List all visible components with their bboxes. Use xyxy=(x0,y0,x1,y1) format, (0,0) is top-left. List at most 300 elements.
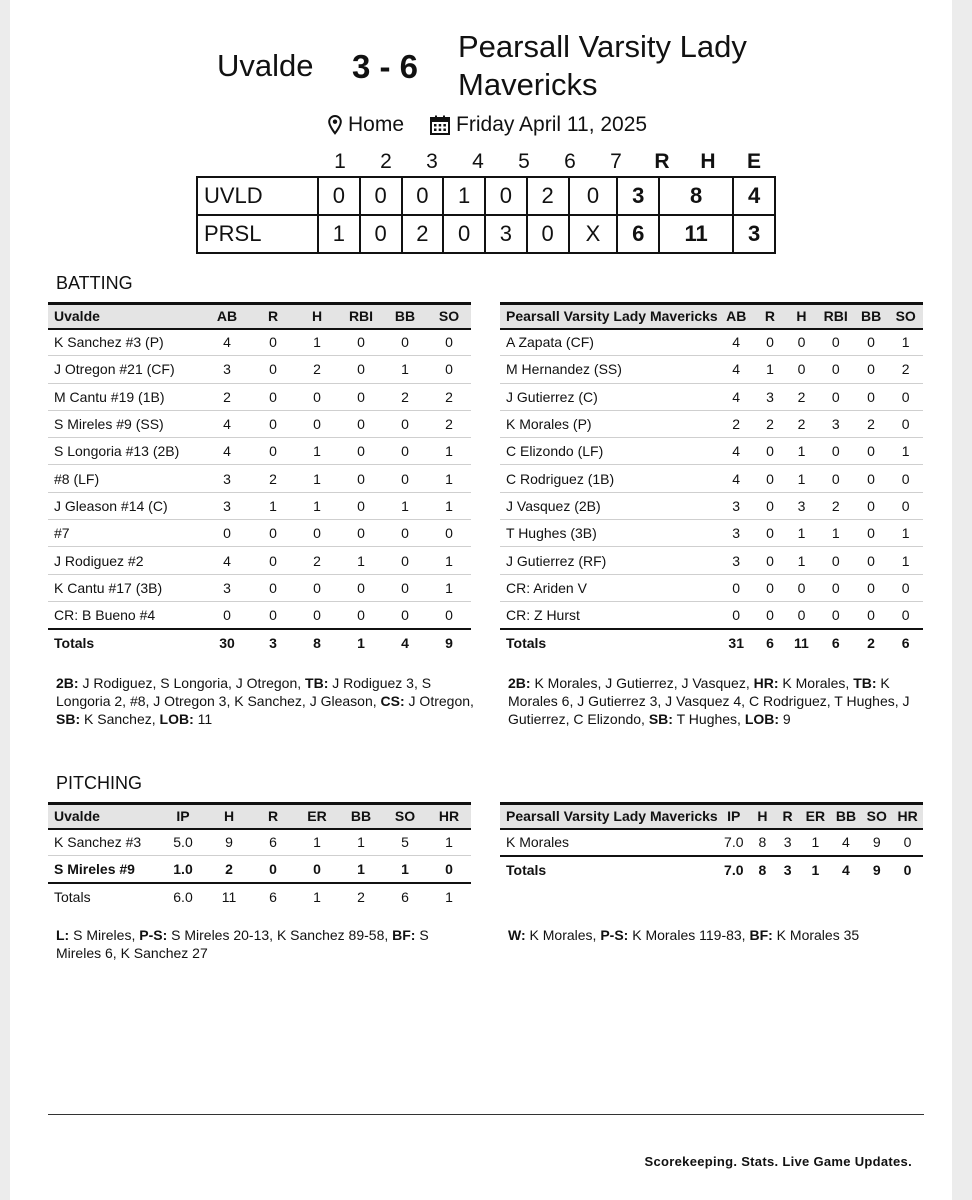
stat-cell: 2 xyxy=(785,383,817,410)
game-location: Home xyxy=(348,113,405,136)
inning-4-header: 4 xyxy=(472,150,484,173)
note-value: 11 xyxy=(193,711,213,727)
totals-cell: 2 xyxy=(357,889,365,906)
note-value: K Morales, J Gutierrez, J Vasquez, xyxy=(530,675,754,691)
stat-cell: 0 xyxy=(339,438,383,465)
note-key: CS: xyxy=(380,693,405,709)
totals-label: Totals xyxy=(54,889,91,906)
stat-cell: 0 xyxy=(888,410,923,437)
note-key: TB: xyxy=(305,675,329,691)
pitching-notes-home xyxy=(508,926,938,944)
stat-cell: 0 xyxy=(888,574,923,601)
inning-1-header: 1 xyxy=(334,150,346,173)
table-row xyxy=(500,438,923,465)
inning-score: 0 xyxy=(318,177,360,215)
stat-cell: 1 xyxy=(295,329,339,356)
hits-total: 11 xyxy=(659,215,733,253)
totals-cell: 9 xyxy=(861,856,892,883)
stat-cell: 1 xyxy=(339,856,383,883)
table-row xyxy=(48,329,471,356)
hits-total: 8 xyxy=(659,177,733,215)
pitching-table-home xyxy=(500,802,923,883)
note-value: K Morales, xyxy=(778,675,854,691)
footer-divider xyxy=(48,1114,924,1115)
note-value: K Morales 119-83, xyxy=(628,927,750,943)
stat-cell: 0 xyxy=(755,574,786,601)
note-value: K Sanchez, xyxy=(80,711,160,727)
note-key: LOB: xyxy=(744,711,780,727)
table-row xyxy=(500,601,923,628)
team-column-header: Pearsall Varsity Lady Mavericks xyxy=(500,304,718,329)
note-value: S Mireles 6, K Sanchez 27 xyxy=(56,927,429,961)
stat-cell: 0 xyxy=(339,492,383,519)
stat-cell: 0 xyxy=(888,465,923,492)
note-key: LOB: xyxy=(159,711,194,727)
stat-cell: 0 xyxy=(718,601,755,628)
table-header-row xyxy=(500,804,923,829)
inning-7-header: 7 xyxy=(610,150,622,173)
stat-cell: 1 xyxy=(755,356,786,383)
inning-score: 0 xyxy=(569,177,618,215)
totals-cell: 30 xyxy=(203,629,251,656)
stat-cell: 0 xyxy=(339,601,383,628)
runs-total: 3 xyxy=(617,177,659,215)
stat-cell: 1 xyxy=(427,492,471,519)
stat-cell: 0 xyxy=(854,383,889,410)
stat-cell: 3 xyxy=(755,383,786,410)
stat-cell: 0 xyxy=(383,438,427,465)
stat-cell: 3 xyxy=(818,410,854,437)
player-name: S Longoria #13 (2B) xyxy=(48,438,203,465)
player-name: M Cantu #19 (1B) xyxy=(48,383,203,410)
player-name: C Elizondo (LF) xyxy=(500,438,718,465)
stat-cell: 8 xyxy=(750,829,775,856)
pitching-section-title: PITCHING xyxy=(56,773,143,793)
note-key: W: xyxy=(508,927,526,943)
stat-column-header: RBI xyxy=(818,304,854,329)
player-name: A Zapata (CF) xyxy=(500,329,718,356)
stat-cell: 0 xyxy=(383,329,427,356)
stat-cell: 1 xyxy=(427,574,471,601)
table-row xyxy=(48,465,471,492)
totals-cell: 6 xyxy=(888,629,923,656)
stat-cell: 4 xyxy=(718,465,755,492)
stat-cell: 0 xyxy=(295,601,339,628)
team-column-header: Pearsall Varsity Lady Mavericks xyxy=(500,804,718,829)
batting-table-away xyxy=(48,302,471,656)
stat-cell: 3 xyxy=(785,492,817,519)
hits-header: H xyxy=(700,150,716,173)
player-name: K Cantu #17 (3B) xyxy=(48,574,203,601)
stat-cell: 0 xyxy=(383,601,427,628)
errors-total: 4 xyxy=(733,177,775,215)
stat-cell: 0 xyxy=(427,329,471,356)
note-value: S Mireles 20-13, K Sanchez 89-58, xyxy=(167,927,393,943)
stat-cell: 0 xyxy=(427,356,471,383)
stat-cell: 1 xyxy=(427,465,471,492)
stat-cell: 0 xyxy=(339,520,383,547)
stat-column-header: R xyxy=(251,304,295,329)
stat-cell: 0 xyxy=(295,520,339,547)
stat-cell: 1 xyxy=(295,829,339,856)
stat-cell: 0 xyxy=(755,329,786,356)
batting-table-home xyxy=(500,302,923,656)
totals-cell: 6 xyxy=(269,889,277,906)
totals-row xyxy=(48,629,471,656)
stat-cell: 0 xyxy=(383,574,427,601)
stat-cell: 5 xyxy=(383,829,427,856)
table-header-row xyxy=(48,804,471,829)
inning-score: 1 xyxy=(443,177,485,215)
stat-cell: 0 xyxy=(755,520,786,547)
stat-cell: 0 xyxy=(755,492,786,519)
stat-cell: 9 xyxy=(861,829,892,856)
stat-cell: 0 xyxy=(251,520,295,547)
totals-cell: 1 xyxy=(800,856,830,883)
inning-score: 0 xyxy=(360,215,402,253)
stat-cell: 0 xyxy=(427,601,471,628)
totals-cell: 9 xyxy=(427,629,471,656)
table-row xyxy=(48,574,471,601)
stat-cell: 6 xyxy=(251,829,295,856)
errors-header: E xyxy=(746,150,761,173)
stat-column-header: H xyxy=(207,804,251,829)
stat-cell: 0 xyxy=(818,574,854,601)
stat-cell: 0 xyxy=(755,465,786,492)
stat-cell: 3 xyxy=(718,492,755,519)
table-row xyxy=(500,329,923,356)
table-row xyxy=(500,383,923,410)
totals-cell: 8 xyxy=(295,629,339,656)
stat-column-header: BB xyxy=(854,304,889,329)
stat-cell: 0 xyxy=(295,383,339,410)
table-row xyxy=(48,383,471,410)
stat-cell: 4 xyxy=(831,829,862,856)
totals-cell: 6.0 xyxy=(173,889,193,906)
stat-cell: 0 xyxy=(818,438,854,465)
stat-cell: 0 xyxy=(251,410,295,437)
stat-cell: 1 xyxy=(295,438,339,465)
stat-cell: 1 xyxy=(383,492,427,519)
table-row xyxy=(500,574,923,601)
note-value: K Morales, xyxy=(525,927,601,943)
inning-score: 3 xyxy=(485,215,527,253)
stat-cell: 0 xyxy=(785,329,817,356)
table-row xyxy=(48,520,471,547)
stat-cell: 0 xyxy=(718,574,755,601)
stat-column-header: SO xyxy=(861,804,892,829)
boxscore-page xyxy=(10,0,952,1200)
player-name: #8 (LF) xyxy=(48,465,203,492)
stat-cell: 1 xyxy=(800,829,830,856)
stat-cell: 0 xyxy=(383,465,427,492)
table-row xyxy=(48,492,471,519)
stat-cell: 1 xyxy=(339,829,383,856)
stat-cell: 0 xyxy=(251,574,295,601)
batting-section-title: BATTING xyxy=(56,273,133,293)
stat-column-header: H xyxy=(295,304,339,329)
stat-cell: 0 xyxy=(339,329,383,356)
stat-cell: 3 xyxy=(203,492,251,519)
stat-cell: 2 xyxy=(755,410,786,437)
stat-column-header: HR xyxy=(892,804,923,829)
table-header-row xyxy=(500,304,923,329)
player-name: M Hernandez (SS) xyxy=(500,356,718,383)
stat-cell: 0 xyxy=(818,329,854,356)
player-name: C Rodriguez (1B) xyxy=(500,465,718,492)
stat-cell: 4 xyxy=(718,329,755,356)
inning-3-header: 3 xyxy=(426,150,438,173)
table-row xyxy=(500,829,923,856)
stat-cell: 0 xyxy=(854,329,889,356)
stat-column-header: BB xyxy=(339,804,383,829)
inning-score: 0 xyxy=(527,215,569,253)
stat-cell: 1 xyxy=(383,356,427,383)
linescore-table xyxy=(196,176,776,254)
stat-cell: 4 xyxy=(718,356,755,383)
stat-column-header: AB xyxy=(718,304,755,329)
stat-column-header: BB xyxy=(831,804,862,829)
table-row xyxy=(48,856,471,883)
table-row xyxy=(500,492,923,519)
stat-cell: 1 xyxy=(888,329,923,356)
stat-cell: 0 xyxy=(251,356,295,383)
stat-cell: 0 xyxy=(755,547,786,574)
player-name: CR: Z Hurst xyxy=(500,601,718,628)
player-name: T Hughes (3B) xyxy=(500,520,718,547)
totals-row xyxy=(500,629,923,656)
home-team-name: Pearsall Varsity Lady Mavericks xyxy=(458,29,747,102)
totals-cell: 4 xyxy=(383,629,427,656)
pitching-notes-away xyxy=(56,926,476,962)
stat-cell: 0 xyxy=(854,520,889,547)
stat-cell: 1 xyxy=(427,438,471,465)
stat-cell: 0 xyxy=(339,465,383,492)
totals-label: Totals xyxy=(500,629,718,656)
stat-cell: 0 xyxy=(888,601,923,628)
stat-cell: 1 xyxy=(295,492,339,519)
stat-cell: 0 xyxy=(383,410,427,437)
stat-cell: 1 xyxy=(427,829,471,856)
stat-cell: 9 xyxy=(207,829,251,856)
note-value: J Rodiguez 3, S Longoria 2, #8, J Otregon 3, K Sanchez, J Gleason, xyxy=(56,675,432,709)
totals-cell: 4 xyxy=(831,856,862,883)
player-name: S Mireles #9 (SS) xyxy=(48,410,203,437)
stat-column-header: AB xyxy=(203,304,251,329)
table-row xyxy=(48,438,471,465)
stat-cell: 0 xyxy=(888,383,923,410)
stat-cell: 0 xyxy=(383,520,427,547)
stat-cell: 0 xyxy=(251,383,295,410)
stat-cell: 0 xyxy=(427,520,471,547)
player-name: J Gutierrez (C) xyxy=(500,383,718,410)
totals-cell: 31 xyxy=(718,629,755,656)
game-date: Friday April 11, 2025 xyxy=(456,113,648,136)
note-key: P-S: xyxy=(139,927,168,943)
stat-cell: 1 xyxy=(888,520,923,547)
totals-cell: 3 xyxy=(251,629,295,656)
stat-cell: 0 xyxy=(854,492,889,519)
table-row xyxy=(48,601,471,628)
stat-cell: 0 xyxy=(818,465,854,492)
stat-cell: 0 xyxy=(785,574,817,601)
note-value: T Hughes, xyxy=(672,711,745,727)
stat-cell: 3 xyxy=(718,520,755,547)
table-row xyxy=(48,829,471,856)
stat-cell: 1 xyxy=(785,520,817,547)
totals-row xyxy=(500,856,923,883)
note-key: SB: xyxy=(648,711,673,727)
player-name: J Otregon #21 (CF) xyxy=(48,356,203,383)
table-row xyxy=(500,520,923,547)
stat-cell: 5.0 xyxy=(159,829,207,856)
stat-cell: 3 xyxy=(775,829,800,856)
stat-cell: 0 xyxy=(818,356,854,383)
totals-cell: 11 xyxy=(221,889,237,906)
totals-cell: 7.0 xyxy=(718,856,750,883)
stat-cell: 0 xyxy=(203,520,251,547)
stat-cell: 0 xyxy=(339,356,383,383)
batting-notes-away xyxy=(56,674,476,728)
stat-cell: 0 xyxy=(755,601,786,628)
calendar-icon xyxy=(430,115,450,135)
stat-cell: 3 xyxy=(203,574,251,601)
totals-cell: 3 xyxy=(775,856,800,883)
note-value: J Otregon, xyxy=(404,693,474,709)
stat-cell: 0 xyxy=(755,438,786,465)
stat-cell: 2 xyxy=(427,383,471,410)
stat-cell: 4 xyxy=(203,438,251,465)
table-row xyxy=(500,547,923,574)
stat-cell: 1 xyxy=(383,856,427,883)
stat-cell: 0 xyxy=(339,383,383,410)
table-row xyxy=(48,547,471,574)
stat-cell: 0 xyxy=(251,438,295,465)
stat-cell: 1 xyxy=(785,547,817,574)
stat-cell: 1 xyxy=(888,438,923,465)
stat-cell: 4 xyxy=(718,383,755,410)
stat-cell: 0 xyxy=(854,601,889,628)
stat-cell: 0 xyxy=(427,856,471,883)
pitching-table-away xyxy=(48,802,471,910)
player-name: J Vasquez (2B) xyxy=(500,492,718,519)
stat-cell: 2 xyxy=(203,383,251,410)
inning-6-header: 6 xyxy=(564,150,576,173)
batting-notes-home xyxy=(508,674,928,728)
note-value: 9 xyxy=(779,711,791,727)
stat-column-header: H xyxy=(785,304,817,329)
stat-cell: 0 xyxy=(854,574,889,601)
runs-header: R xyxy=(654,150,670,173)
stat-cell: 3 xyxy=(718,547,755,574)
totals-cell: 1 xyxy=(339,629,383,656)
stat-cell: 0 xyxy=(295,574,339,601)
note-value: K Morales 6, J Gutierrez 3, J Vasquez 4, C Rodriguez, T Hughes, J Gutierrez, C Elizondo, xyxy=(508,675,910,727)
stat-cell: 2 xyxy=(818,492,854,519)
player-name: J Rodiguez #2 xyxy=(48,547,203,574)
stat-column-header: R xyxy=(251,804,295,829)
table-row xyxy=(48,410,471,437)
totals-cell: 6 xyxy=(401,889,409,906)
stat-cell: 2 xyxy=(785,410,817,437)
stat-cell: 4 xyxy=(203,547,251,574)
errors-total: 3 xyxy=(733,215,775,253)
table-row xyxy=(500,465,923,492)
stat-cell: 4 xyxy=(718,438,755,465)
stat-cell: 0 xyxy=(203,601,251,628)
totals-cell: 1 xyxy=(313,889,321,906)
stat-column-header: IP xyxy=(718,804,750,829)
note-value: K Morales 35 xyxy=(772,927,860,943)
stat-column-header: R xyxy=(755,304,786,329)
stat-cell: 1 xyxy=(339,547,383,574)
note-value: S Mireles, xyxy=(69,927,140,943)
stat-cell: 0 xyxy=(785,601,817,628)
stat-cell: 0 xyxy=(854,547,889,574)
inning-score: 1 xyxy=(318,215,360,253)
inning-5-header: 5 xyxy=(518,150,530,173)
stat-column-header: IP xyxy=(159,804,207,829)
stat-cell: 0 xyxy=(785,356,817,383)
inning-score: 2 xyxy=(527,177,569,215)
runs-total: 6 xyxy=(617,215,659,253)
stat-column-header: HR xyxy=(427,804,471,829)
stat-column-header: SO xyxy=(383,804,427,829)
stat-cell: 2 xyxy=(383,383,427,410)
player-name: J Gleason #14 (C) xyxy=(48,492,203,519)
linescore-row-away xyxy=(197,177,775,215)
inning-2-header: 2 xyxy=(380,150,392,173)
stat-cell: 0 xyxy=(818,547,854,574)
stat-cell: 0 xyxy=(339,410,383,437)
stat-cell: 1 xyxy=(295,465,339,492)
note-value: J Rodiguez, S Longoria, J Otregon, xyxy=(78,675,306,691)
totals-label: Totals xyxy=(48,629,203,656)
totals-cell: 1 xyxy=(445,889,453,906)
inning-score: 0 xyxy=(443,215,485,253)
stat-cell: 2 xyxy=(427,410,471,437)
stat-cell: 7.0 xyxy=(718,829,750,856)
stat-cell: 0 xyxy=(383,547,427,574)
player-name: K Sanchez #3 (P) xyxy=(48,329,203,356)
inning-score: 2 xyxy=(402,215,444,253)
inning-score: 0 xyxy=(402,177,444,215)
stat-cell: 0 xyxy=(854,356,889,383)
stat-cell: 0 xyxy=(339,574,383,601)
table-header-row xyxy=(48,304,471,329)
totals-cell: 0 xyxy=(892,856,923,883)
player-name: K Sanchez #3 xyxy=(48,829,159,856)
stat-cell: 2 xyxy=(888,356,923,383)
inning-score: 0 xyxy=(360,177,402,215)
player-name: CR: Ariden V xyxy=(500,574,718,601)
stat-cell: 4 xyxy=(203,410,251,437)
stat-cell: 0 xyxy=(251,547,295,574)
stat-cell: 2 xyxy=(207,856,251,883)
inning-score: 0 xyxy=(485,177,527,215)
stat-cell: 0 xyxy=(818,601,854,628)
stat-cell: 0 xyxy=(888,492,923,519)
note-key: HR: xyxy=(753,675,779,691)
stat-cell: 0 xyxy=(854,438,889,465)
totals-cell: 2 xyxy=(854,629,889,656)
stat-cell: 0 xyxy=(251,329,295,356)
note-key: BF: xyxy=(392,927,416,943)
player-name: S Mireles #9 xyxy=(48,856,159,883)
footer-tagline: Scorekeeping. Stats. Live Game Updates. xyxy=(644,1154,912,1169)
player-name: K Morales xyxy=(500,829,718,856)
stat-cell: 1 xyxy=(427,547,471,574)
